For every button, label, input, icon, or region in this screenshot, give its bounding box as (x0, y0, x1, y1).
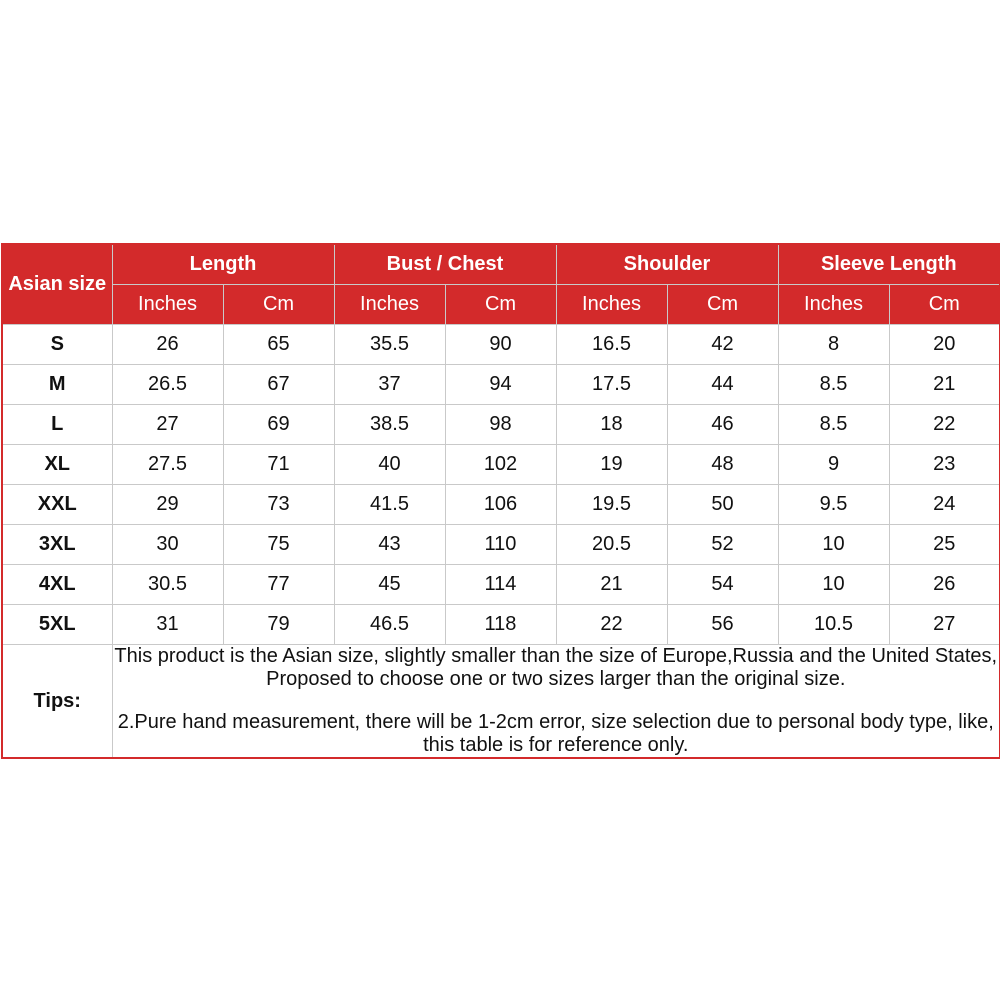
size-label: M (2, 365, 112, 405)
table-row (2, 565, 1000, 605)
measurement-cell: 94 (445, 365, 556, 405)
unit-header: Inches (556, 285, 667, 325)
measurement-cell: 27 (889, 605, 1000, 645)
unit-header: Inches (112, 285, 223, 325)
measurement-cell: 29 (112, 485, 223, 525)
measurement-cell: 73 (223, 485, 334, 525)
unit-header: Cm (889, 285, 1000, 325)
tips-section (2, 645, 1000, 759)
length-header: Length (112, 244, 334, 285)
measurement-cell: 56 (667, 605, 778, 645)
unit-header: Cm (667, 285, 778, 325)
tips-line-1: This product is the Asian size, slightly smaller than the size of Europe,Russia and the United States, Proposed to choose one or two sizes larger than the original size. (114, 645, 998, 690)
sleeve-length-header: Sleeve Length (778, 244, 1000, 285)
measurement-cell: 46.5 (334, 605, 445, 645)
bust-chest-header: Bust / Chest (334, 244, 556, 285)
measurement-cell: 69 (223, 405, 334, 445)
measurement-cell: 75 (223, 525, 334, 565)
unit-header: Cm (223, 285, 334, 325)
measurement-cell: 9.5 (778, 485, 889, 525)
measurement-cell: 35.5 (334, 325, 445, 365)
size-label: 5XL (2, 605, 112, 645)
measurement-cell: 44 (667, 365, 778, 405)
measurement-cell: 118 (445, 605, 556, 645)
measurement-cell: 38.5 (334, 405, 445, 445)
measurement-cell: 10 (778, 525, 889, 565)
measurement-cell: 45 (334, 565, 445, 605)
table-row (2, 445, 1000, 485)
measurement-cell: 20.5 (556, 525, 667, 565)
measurement-cell: 110 (445, 525, 556, 565)
measurement-cell: 67 (223, 365, 334, 405)
measurement-cell: 17.5 (556, 365, 667, 405)
measurement-cell: 54 (667, 565, 778, 605)
table-body (2, 325, 1000, 645)
size-label: 3XL (2, 525, 112, 565)
table-row (2, 605, 1000, 645)
measurement-cell: 21 (889, 365, 1000, 405)
size-label: XL (2, 445, 112, 485)
size-chart-table (1, 243, 1000, 759)
tips-row (2, 645, 1000, 759)
unit-header: Inches (778, 285, 889, 325)
size-label: L (2, 405, 112, 445)
measurement-cell: 21 (556, 565, 667, 605)
size-label: 4XL (2, 565, 112, 605)
measurement-cell: 27 (112, 405, 223, 445)
measurement-cell: 26 (112, 325, 223, 365)
measurement-cell: 8.5 (778, 405, 889, 445)
table-row (2, 525, 1000, 565)
table-row (2, 365, 1000, 405)
measurement-cell: 43 (334, 525, 445, 565)
table-row (2, 405, 1000, 445)
measurement-cell: 46 (667, 405, 778, 445)
asian-size-header: Asian size (2, 244, 112, 325)
measurement-cell: 30 (112, 525, 223, 565)
table-row (2, 325, 1000, 365)
measurement-cell: 114 (445, 565, 556, 605)
measurement-cell: 26.5 (112, 365, 223, 405)
measurement-cell: 20 (889, 325, 1000, 365)
tips-label: Tips: (2, 645, 112, 759)
shoulder-header: Shoulder (556, 244, 778, 285)
measurement-cell: 41.5 (334, 485, 445, 525)
measurement-cell: 37 (334, 365, 445, 405)
measurement-cell: 102 (445, 445, 556, 485)
measurement-cell: 19 (556, 445, 667, 485)
table-row (2, 485, 1000, 525)
measurement-cell: 19.5 (556, 485, 667, 525)
header-group-row (2, 244, 1000, 285)
measurement-cell: 106 (445, 485, 556, 525)
measurement-cell: 71 (223, 445, 334, 485)
measurement-cell: 26 (889, 565, 1000, 605)
measurement-cell: 65 (223, 325, 334, 365)
measurement-cell: 9 (778, 445, 889, 485)
table-header (2, 244, 1000, 325)
measurement-cell: 50 (667, 485, 778, 525)
header-unit-row (2, 285, 1000, 325)
measurement-cell: 98 (445, 405, 556, 445)
measurement-cell: 8.5 (778, 365, 889, 405)
measurement-cell: 8 (778, 325, 889, 365)
measurement-cell: 30.5 (112, 565, 223, 605)
size-label: S (2, 325, 112, 365)
measurement-cell: 10 (778, 565, 889, 605)
unit-header: Inches (334, 285, 445, 325)
measurement-cell: 24 (889, 485, 1000, 525)
measurement-cell: 18 (556, 405, 667, 445)
measurement-cell: 90 (445, 325, 556, 365)
measurement-cell: 42 (667, 325, 778, 365)
unit-header: Cm (445, 285, 556, 325)
measurement-cell: 31 (112, 605, 223, 645)
measurement-cell: 22 (556, 605, 667, 645)
measurement-cell: 27.5 (112, 445, 223, 485)
tips-text (112, 645, 1000, 759)
measurement-cell: 25 (889, 525, 1000, 565)
measurement-cell: 48 (667, 445, 778, 485)
measurement-cell: 79 (223, 605, 334, 645)
size-label: XXL (2, 485, 112, 525)
measurement-cell: 52 (667, 525, 778, 565)
measurement-cell: 16.5 (556, 325, 667, 365)
measurement-cell: 10.5 (778, 605, 889, 645)
measurement-cell: 40 (334, 445, 445, 485)
measurement-cell: 77 (223, 565, 334, 605)
tips-line-2: 2.Pure hand measurement, there will be 1-2cm error, size selection due to personal body type, like, this table is for reference only. (117, 711, 994, 756)
measurement-cell: 23 (889, 445, 1000, 485)
measurement-cell: 22 (889, 405, 1000, 445)
